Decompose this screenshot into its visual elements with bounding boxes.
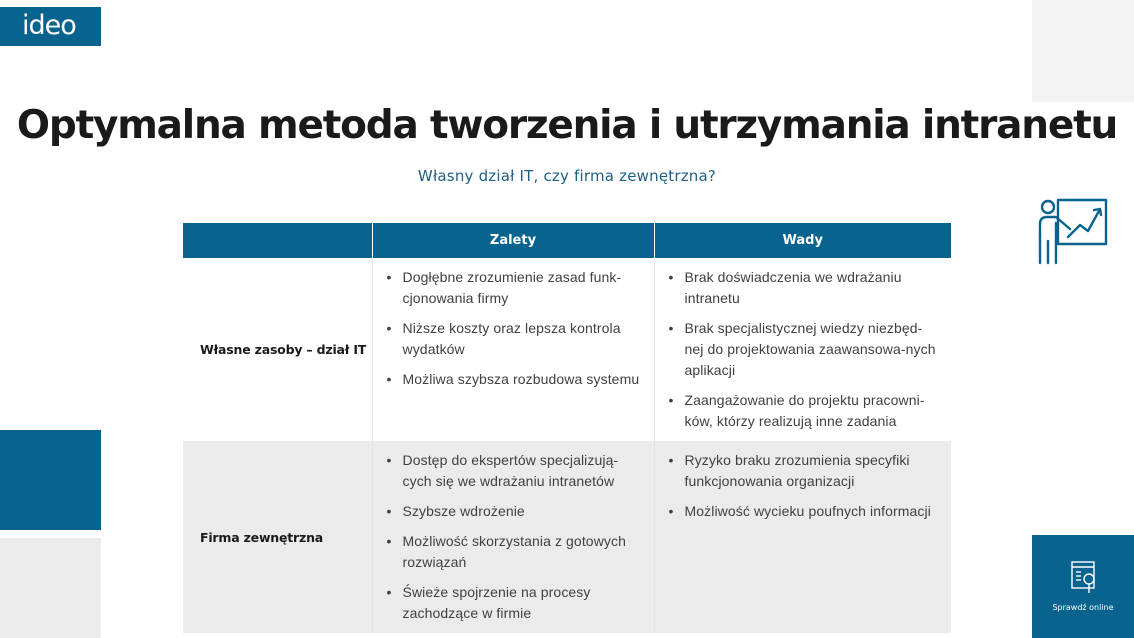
check-online-button[interactable] [1032, 535, 1134, 638]
page-title: Optymalna metoda tworzenia i utrzymania intranetu [16, 103, 1118, 148]
page-subtitle: Własny dział IT, czy firma zewnętrzna? [417, 167, 717, 185]
header-wady: Wady [654, 223, 951, 258]
row-label: Firma zewnętrzna [183, 441, 372, 633]
table-row [183, 441, 951, 633]
zalety-cell [372, 258, 654, 441]
decor-square-top-right [1032, 0, 1134, 102]
list-item: • Szybsze wdrożenie [387, 501, 640, 522]
document-search-icon [1070, 560, 1100, 596]
presenter-chart-icon [1030, 195, 1112, 267]
row-label: Własne zasoby – dział IT [183, 258, 372, 441]
list-item: • Możliwość wycieku poufnych informacji [669, 501, 938, 522]
logo-text: ideo [22, 10, 76, 41]
check-online-label: Sprawdź online [1052, 603, 1114, 612]
wady-cell [654, 441, 951, 633]
table-header-row [183, 223, 951, 258]
ideo-logo[interactable] [0, 7, 101, 46]
list-item: • Brak doświadczenia we wdrażaniu intranetu [669, 267, 938, 309]
list-item: • Ryzyko braku zrozumienia specyfiki funkcjonowania organizacji [669, 450, 938, 492]
decor-square-left-blue [0, 430, 101, 530]
comparison-table [183, 223, 951, 633]
wady-cell [654, 258, 951, 441]
header-empty [183, 223, 372, 258]
zalety-cell [372, 441, 654, 633]
list-item: • Dogłębne zrozumienie zasad funk-cjonowania firmy [387, 267, 640, 309]
list-item: • Brak specjalistycznej wiedzy niezbęd-nej do projektowania zaawansowa-nych aplikacji [669, 318, 938, 381]
list-item: • Świeże spojrzenie na procesy zachodzące w firmie [387, 582, 640, 624]
table-row [183, 258, 951, 441]
header-zalety: Zalety [372, 223, 654, 258]
list-item: • Dostęp do ekspertów specjalizują-cych się we wdrażaniu intranetów [387, 450, 640, 492]
list-item: • Możliwość skorzystania z gotowych rozwiązań [387, 531, 640, 573]
decor-square-left-grey [0, 538, 101, 638]
list-item: • Niższe koszty oraz lepsza kontrola wydatków [387, 318, 640, 360]
list-item: • Zaangażowanie do projektu pracowni-ków, którzy realizują inne zadania [669, 390, 938, 432]
list-item: • Możliwa szybsza rozbudowa systemu [387, 369, 640, 390]
